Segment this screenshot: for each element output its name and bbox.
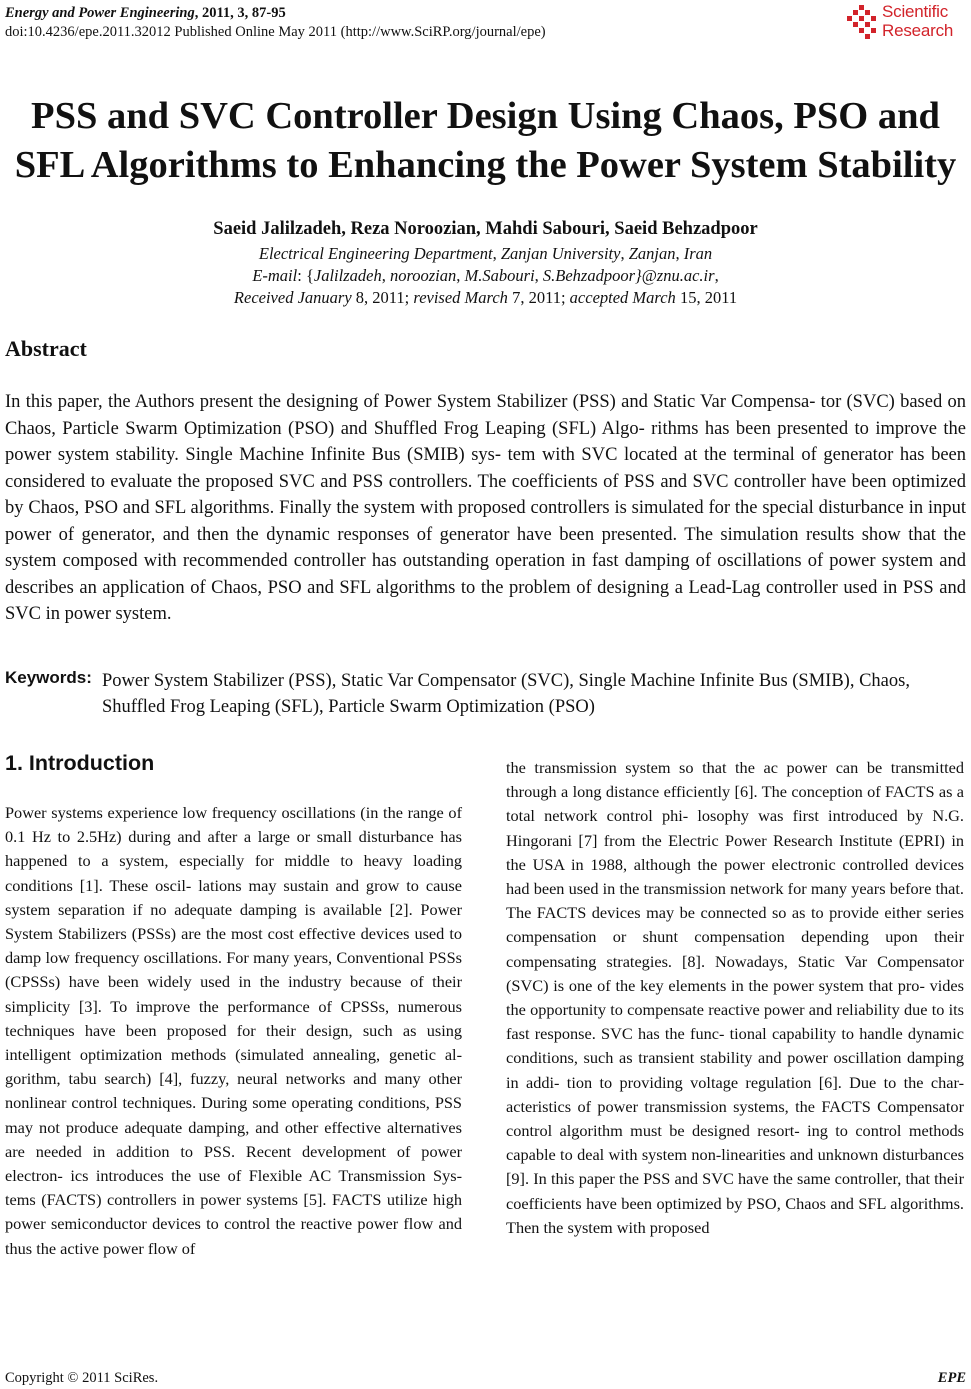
authors: Saeid Jalilzadeh, Reza Noroozian, Mahdi Sabouri, Saeid Behzadpoor [213, 219, 758, 239]
dates-line: Received January 8, 2011; revised March 7, 2011; accepted March 15, 2011 [233, 288, 738, 307]
abstract-heading: Abstract [5, 336, 87, 361]
logo-wordmark [882, 2, 953, 40]
abstract-text: In this paper, the Authors present the designing of Power System Stabilizer (PSS) and Static Var Compensa- tor (SVC) based on Chaos, Particle Swarm Optimization (PSO) and Shuffled Frog Leaping (SFL) Algo- rithms has been presented to improve the power system stability. Single Machine Infinite Bus (SMIB) sys- tem with SVC located at the terminal of generator has been considered to evaluate the proposed SVC and PSS controllers. The coefficients of PSS and SVC controller have been optimized by Chaos, PSO and SFL algorithms. Finally the system with proposed controllers is simulated for the special disturbance in input power of generator, and then the dynamic responses of generator have been presented. The simulation results show that the system composed with recommended controller has outstanding operation in fast damping of oscillations of power system and describes an application of Chaos, PSO and SFL algorithms to the problem of designing a Lead-Lag controller used in PSS and SVC in power system. [5, 392, 966, 624]
title-line-2: SFL Algorithms to Enhancing the Power System Stability [14, 144, 957, 186]
keywords-label: Keywords: [5, 668, 92, 687]
keywords-text: Power System Stabilizer (PSS), Static Var Compensator (SVC), Single Machine Infinite Bus (SMIB), Chaos, Shuffled Frog Leaping (SFL), Particle Swarm Optimization (PSO) [102, 671, 910, 717]
journal-citation [5, 4, 546, 23]
paper-title [0, 92, 971, 190]
journal-abbreviation: EPE [937, 1370, 966, 1386]
affiliation: Electrical Engineering Department, Zanjan University, Zanjan, Iran [258, 244, 713, 263]
email-line: E-mail: {Jalilzadeh, noroozian, M.Sabouri, S.Behzadpoor}@znu.ac.ir, [252, 266, 719, 285]
doi-line: doi:10.4236/epe.2011.32012 Published Online May 2011 (http://www.SciRP.org/journal/epe) [5, 24, 546, 40]
logo-line-2: Research [882, 21, 954, 40]
section-heading-introduction: 1. Introduction [5, 751, 155, 775]
intro-left-column: Power systems experience low frequency oscillations (in the range of 0.1 Hz to 2.5Hz) during and after a large or small disturbance has happened to a system, especially for middle to heavy loading conditions [1]. These oscil- lations may sustain and grow to cause system separation if no adequate damping is available [2]. Power System Stabilizers (PSSs) are the most cost effective devices used to damp low frequency oscillations. For many years, Conventional PSSs (CPSSs) have been widely used in the industry because of their simplicity [3]. To improve the performance of CPSSs, numerous techniques have been proposed for their design, such as using intelligent optimization methods (simulated annealing, genetic al- gorithm, tabu search) [4], fuzzy, neural networks and many other nonlinear control techniques. During some operating conditions, PSS may not produce adequate damping, and other effective alternatives are needed in addition to PSS. Recent development of power electron- ics introduces the use of Flexible AC Transmission Sys- tems (FACTS) controllers in power systems [5]. FACTS utilize high power semiconductor devices to control the reactive power flow and thus the active power flow of [5, 803, 462, 1258]
page-header [5, 4, 546, 42]
logo-mark-icon [845, 4, 879, 40]
intro-right-column: the transmission system so that the ac power can be transmitted through a long distance efficiently [6]. The conception of FACTS as a total network control phi- losophy was first introduced by N.G. Hingorani [7] from the Electric Power Research Institute (EPRI) in the USA in 1988, although the power electronic controlled devices had been used in the transmission network for many years before that. The FACTS devices may be connected so as to provide either series compensation or shunt compensation depending upon their compensating strategies. [8]. Nowadays, Static Var Compensator (SVC) is one of the key elements in the power system that pro- vides the opportunity to compensate reactive power and reliability due to its fast response. SVC has the func- tional capability to handle dynamic conditions, such as transient stability and power oscillation damping in addi- tion to providing voltage regulation [6]. Due to the char- acteristics of power transmission systems, the FACTS Compensator control algorithm must be designed resort- ing to control methods capable to deal with system non-linearities and unknown disturbances [9]. In this paper the PSS and SVC have the same controller, that their coefficients have been optimized by PSO, Chaos and SFL algorithms. Then the system with proposed [506, 758, 964, 1237]
title-line-1: PSS and SVC Controller Design Using Chaos, PSO and [31, 95, 940, 137]
journal-name: Energy and Power Engineering [5, 5, 195, 21]
logo-line-1: Scientific [882, 2, 949, 21]
journal-volume: , 2011, 3, 87-95 [194, 5, 286, 21]
publisher-logo [845, 2, 965, 44]
copyright: Copyright © 2011 SciRes. [5, 1370, 159, 1386]
